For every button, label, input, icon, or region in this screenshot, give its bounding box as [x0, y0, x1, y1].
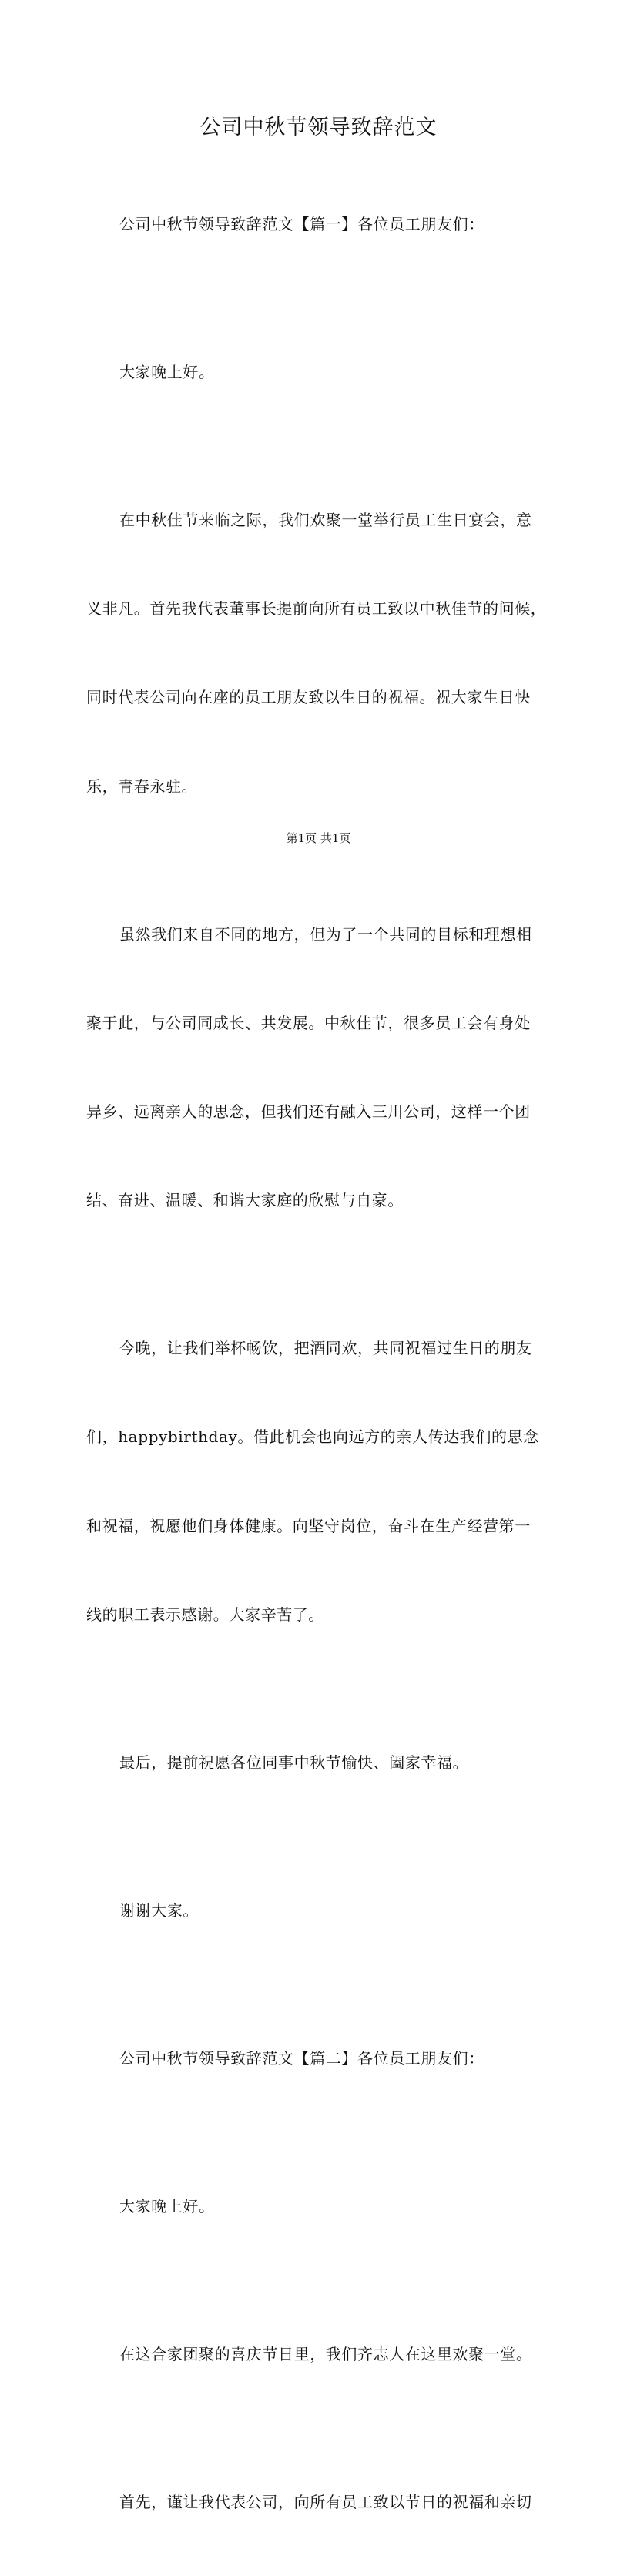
text-line: 在这合家团聚的喜庆节日里，我们齐志人在这里欢聚一堂。	[119, 2345, 532, 2364]
paragraph	[86, 298, 570, 446]
paragraph	[86, 1274, 570, 1689]
text-line: 公司中秋节领导致辞范文【篇二】各位员工朋友们：	[119, 2049, 484, 2068]
text-line: 异乡、远离亲人的思念，但我们还有融入三川公司，这样一个团	[86, 1102, 531, 1121]
text-line: 聚于此，与公司同成长、共发展。中秋佳节，很多员工会有身处	[86, 1013, 531, 1032]
text-line: 最后，提前祝愿各位同事中秋节愉快、阖家幸福。	[119, 1753, 469, 1772]
text-line: 谢谢大家。	[119, 1900, 199, 1920]
paragraph	[86, 1836, 570, 1984]
text-line: 们，happybirthday。借此机会也向远方的亲人传达我们的思念	[86, 1427, 539, 1447]
paragraph	[86, 2280, 570, 2428]
text-line: 虽然我们来自不同的地方，但为了一个共同的目标和理想相	[119, 924, 532, 944]
paragraph	[86, 446, 570, 860]
paragraph	[86, 150, 570, 298]
paragraph	[86, 860, 570, 1275]
text-line: 首先，谨让我代表公司，向所有员工致以节日的祝福和亲切	[119, 2493, 532, 2512]
paragraph	[86, 2132, 570, 2280]
text-line: 线的职工表示感谢。大家辛苦了。	[86, 1605, 324, 1624]
text-line: 公司中秋节领导致辞范文【篇一】各位员工朋友们：	[119, 214, 484, 233]
page-footer: 第1页 共1页	[286, 831, 351, 845]
text-line: 今晚，让我们举杯畅饮，把酒同欢，共同祝福过生日的朋友	[119, 1339, 532, 1358]
text-line: 义非凡。首先我代表董事长提前向所有员工致以中秋佳节的问候，	[86, 599, 547, 619]
paragraph	[86, 1689, 570, 1836]
text-line: 同时代表公司向在座的员工朋友致以生日的祝福。祝大家生日快	[86, 688, 531, 707]
document-body	[86, 150, 570, 2576]
text-line: 大家晚上好。	[119, 362, 215, 381]
text-line: 乐，青春永驻。	[86, 776, 198, 796]
text-line: 在中秋佳节来临之际，我们欢聚一堂举行员工生日宴会，意	[119, 510, 532, 529]
document-title: 公司中秋节领导致辞范文	[199, 116, 438, 139]
paragraph	[86, 1984, 570, 2132]
text-line: 大家晚上好。	[119, 2197, 215, 2216]
text-line: 和祝福，祝愿他们身体健康。向坚守岗位，奋斗在生产经营第一	[86, 1516, 531, 1535]
paragraph	[86, 2428, 570, 2576]
text-line: 结、奋进、温暖、和谐大家庭的欣慰与自豪。	[86, 1191, 404, 1210]
